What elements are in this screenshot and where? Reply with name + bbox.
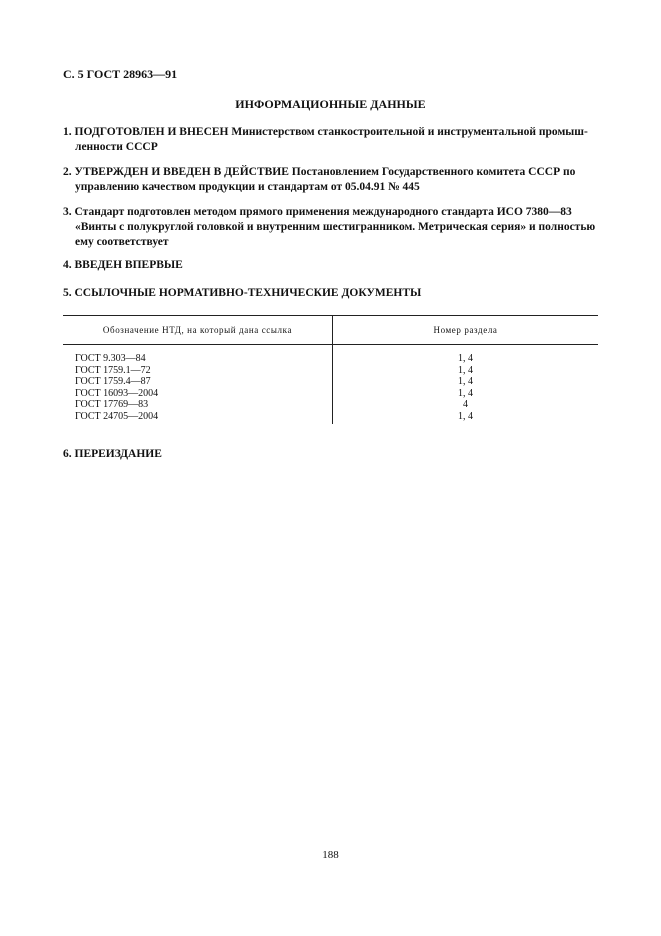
page-header: С. 5 ГОСТ 28963—91 [63,67,178,81]
info-item-6: 6. ПЕРЕИЗДАНИЕ [63,448,162,460]
info-item-3-line2: «Винты с полукруглой головкой и внутренним шестигранником. Метрическая серия» и полностью [75,221,596,233]
document-column [63,345,333,425]
table-cell-doc: ГОСТ 16093—2004 [75,387,159,399]
section-column [333,345,599,425]
table-cell-doc: ГОСТ 1759.1—72 [75,364,151,376]
info-item-1-line2: ленности СССР [75,141,158,153]
info-item-3-line1: 3. Стандарт подготовлен методом прямого применения международного стандарта ИСО 7380—83 [63,206,572,218]
info-item-5: 5. ССЫЛОЧНЫЕ НОРМАТИВНО-ТЕХНИЧЕСКИЕ ДОКУМЕНТЫ [63,287,422,299]
table-cell-doc: ГОСТ 9.303—84 [75,353,146,364]
info-item-1-line1: 1. ПОДГОТОВЛЕН И ВНЕСЕН Министерством станкостроительной и инструментальной промыш- [63,126,588,138]
table-cell-section: 1, 4 [458,376,473,387]
section-title: ИНФОРМАЦИОННЫЕ ДАННЫЕ [235,97,426,111]
reference-documents-table [63,315,598,424]
table-cell-doc: ГОСТ 1759.4—87 [75,376,151,387]
page-number: 188 [322,849,339,861]
info-item-3 [63,205,603,250]
table-header-document: Обозначение НТД, на который дана ссылка [63,316,333,345]
table-cell-section: 1, 4 [458,364,473,376]
table-cell-doc: ГОСТ 24705—2004 [75,410,159,422]
table-cell-section: 1, 4 [458,353,473,364]
info-item-3-line3: ему соответствует [75,236,169,248]
info-item-2-line2: управлению качеством продукции и стандартам от 05.04.91 № 445 [75,181,420,193]
info-item-4: 4. ВВЕДЕН ВПЕРВЫЕ [63,259,183,271]
info-item-1 [63,125,603,155]
info-item-2 [63,165,603,195]
table-cell-section: 1, 4 [458,387,473,399]
info-item-2-line1: 2. УТВЕРЖДЕН И ВВЕДЕН В ДЕЙСТВИЕ Постановлением Государственного комитета СССР по [63,166,576,178]
table-cell-section: 1, 4 [458,410,473,422]
table-cell-section: 4 [463,399,468,410]
table-cell-doc: ГОСТ 17769—83 [75,399,149,410]
table-header-section: Номер раздела [333,316,599,345]
